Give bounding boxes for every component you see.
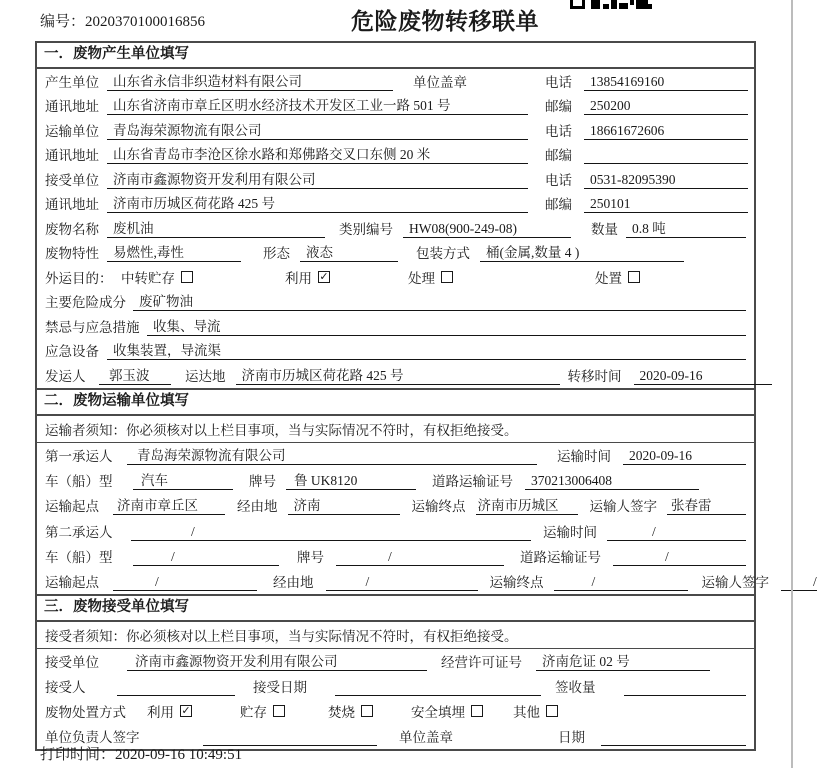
unit-stamp-label: 单位盖章 xyxy=(399,730,453,746)
permit-label: 道路运输证号 xyxy=(520,549,601,565)
packaging-value: 桶(金属,数量 4 ) xyxy=(480,241,684,262)
hazard-row xyxy=(37,290,754,315)
receiver-notice xyxy=(37,622,754,649)
phone-label: 电话 xyxy=(545,123,572,139)
route-start-value: 济南市章丘区 xyxy=(113,494,225,515)
transport-time-label: 运输时间 xyxy=(543,524,597,540)
checkbox-option-store xyxy=(240,701,285,721)
option-label: 处理 xyxy=(408,270,435,286)
checkbox-checked: ✓ xyxy=(181,705,191,718)
phone-value: 18661672606 xyxy=(584,123,748,140)
dispatch-row xyxy=(37,363,754,388)
address-value: 济南市历城区荷花路 425 号 xyxy=(107,192,528,213)
waste-qty-value: 0.8 吨 xyxy=(626,217,746,238)
stamp-label: 单位盖章 xyxy=(413,74,467,90)
option-label: 贮存 xyxy=(240,705,267,721)
equipment-label: 应急设备 xyxy=(45,344,99,359)
hazard-label: 主要危险成分 xyxy=(45,295,126,310)
checkbox xyxy=(441,271,453,283)
serial-number xyxy=(40,10,205,31)
carrier1-value: 青岛海荣源物流有限公司 xyxy=(127,444,537,465)
carrier-sign-label: 运输人签字 xyxy=(589,499,657,515)
carrier2-value: / xyxy=(131,524,531,541)
disposal-method-label: 废物处置方式 xyxy=(45,705,126,721)
print-time-label: 打印时间： xyxy=(40,747,116,763)
plate-label: 牌号 xyxy=(297,549,324,565)
transporter-label: 运输单位 xyxy=(45,123,99,139)
route-via-label: 经由地 xyxy=(237,499,278,515)
accept-person-label: 接受人 xyxy=(45,680,86,696)
precaution-label: 禁忌与应急措施 xyxy=(45,319,140,335)
checkbox xyxy=(181,271,193,283)
waste-code-value: HW08(900-249-08) xyxy=(403,221,571,238)
producer-row xyxy=(37,69,754,94)
producer-address-row xyxy=(37,94,754,119)
receiver-row xyxy=(37,167,754,192)
equipment-value: 收集装置，导流渠 xyxy=(107,339,746,360)
plate-value: / xyxy=(336,549,504,566)
checkbox-option-other xyxy=(513,701,558,721)
receiver-label: 接受单位 xyxy=(45,172,99,188)
transporter-row xyxy=(37,118,754,143)
vehicle-type-label: 车（船）型 xyxy=(45,549,113,565)
permit-label: 道路运输证号 xyxy=(432,474,513,490)
transfer-time-value: 2020-09-16 xyxy=(634,368,772,385)
vehicle1-row xyxy=(37,468,754,493)
transfer-time-label: 转移时间 xyxy=(567,368,622,384)
checkbox xyxy=(273,705,285,717)
serial-label: 编号： xyxy=(40,14,86,30)
address-label: 通讯地址 xyxy=(45,197,99,212)
option-label: 其他 xyxy=(513,705,540,721)
disposal-method-row xyxy=(37,699,754,724)
route-end-value: / xyxy=(554,574,688,591)
plate-label: 牌号 xyxy=(249,474,276,490)
carrier-sign-value: / xyxy=(781,574,817,591)
serial-value: 2020370100016856 xyxy=(85,14,206,30)
manifest-form xyxy=(35,41,817,751)
section1-header: 一．废物产生单位填写 xyxy=(37,41,754,69)
received-qty-label: 签收量 xyxy=(555,680,596,696)
checkbox-option-utilize xyxy=(147,701,192,721)
carrier1-row xyxy=(37,443,754,468)
phone-value: 0531-82095390 xyxy=(584,172,748,189)
transporter-notice xyxy=(37,416,754,443)
permit-value: 370213006408 xyxy=(525,473,699,490)
zip-label: 邮编 xyxy=(545,197,572,212)
license-label: 经营许可证号 xyxy=(441,655,522,671)
purpose-row xyxy=(37,265,754,290)
checkbox-option-utilize xyxy=(285,267,330,287)
route-end-value: 济南市历城区 xyxy=(476,494,578,515)
vehicle-type-value: 汽车 xyxy=(133,469,233,490)
received-qty-value xyxy=(624,679,747,696)
option-label: 利用 xyxy=(285,270,312,286)
accept-date-value xyxy=(335,679,541,696)
section2-header: 二．废物运输单位填写 xyxy=(37,388,754,416)
option-label: 处置 xyxy=(595,270,622,286)
route1-row xyxy=(37,493,754,518)
precaution-value: 收集、导流 xyxy=(147,315,746,336)
option-label: 焚烧 xyxy=(328,705,355,721)
hazard-value: 废矿物油 xyxy=(133,290,746,311)
accept-date-label: 接受日期 xyxy=(253,680,307,696)
producer-label: 产生单位 xyxy=(45,74,99,90)
date-value xyxy=(601,729,746,746)
purpose-label: 外运目的： xyxy=(45,270,113,286)
transport-time-value: 2020-09-16 xyxy=(623,448,746,465)
option-label: 安全填埋 xyxy=(411,705,465,721)
zip-label: 邮编 xyxy=(545,148,572,163)
phone-label: 电话 xyxy=(545,74,572,90)
transporter-value: 青岛海荣源物流有限公司 xyxy=(107,119,528,140)
permit-value: / xyxy=(613,549,746,566)
address-label: 通讯地址 xyxy=(45,99,99,114)
accepting-unit-label: 接受单位 xyxy=(45,655,99,671)
shipper-value: 郭玉波 xyxy=(99,364,171,385)
waste-name-label: 废物名称 xyxy=(45,221,99,237)
qr-code-fragment xyxy=(570,0,652,9)
zip-value: 250101 xyxy=(584,196,748,213)
phone-label: 电话 xyxy=(545,172,572,188)
producer-value: 山东省永信非织造材料有限公司 xyxy=(107,70,393,91)
waste-name-value: 废机油 xyxy=(107,217,325,238)
notice-text: 接受者须知：你必须核对以上栏目事项，当与实际情况不符时，有权拒绝接受。 xyxy=(45,629,518,645)
accepting-unit-row xyxy=(37,649,754,674)
route-via-label: 经由地 xyxy=(273,575,314,591)
plate-value: 鲁 UK8120 xyxy=(286,469,416,490)
traits-label: 废物特性 xyxy=(45,246,99,261)
receiver-address-row xyxy=(37,192,754,217)
vehicle-type-label: 车（船）型 xyxy=(45,474,113,490)
route-via-value: / xyxy=(326,574,478,591)
checkbox xyxy=(471,705,483,717)
waste-traits-row xyxy=(37,241,754,266)
route-start-label: 运输起点 xyxy=(45,499,99,515)
option-label: 中转贮存 xyxy=(121,270,175,286)
waste-qty-label: 数量 xyxy=(591,221,618,237)
transport-time-value: / xyxy=(607,524,746,541)
license-value: 济南危证 02 号 xyxy=(536,650,710,671)
vehicle-type-value: / xyxy=(133,549,279,566)
section3-header: 三．废物接受单位填写 xyxy=(37,594,754,622)
address-label: 通讯地址 xyxy=(45,148,99,163)
route-start-value: / xyxy=(113,574,257,591)
carrier1-label: 第一承运人 xyxy=(45,448,113,464)
equipment-row xyxy=(37,339,754,364)
carrier-sign-value: 张春雷 xyxy=(667,494,746,515)
route-start-label: 运输起点 xyxy=(45,575,99,591)
waste-name-row xyxy=(37,216,754,241)
phone-value: 13854169160 xyxy=(584,74,748,91)
packaging-label: 包装方式 xyxy=(416,246,470,261)
checkbox-option-dispose xyxy=(595,267,640,287)
date-label: 日期 xyxy=(558,730,585,746)
page-title: 危险废物转移联单 xyxy=(351,9,539,34)
notice-text: 运输者须知：你必须核对以上栏目事项，当与实际情况不符时，有权拒绝接受。 xyxy=(45,422,518,438)
address-value: 山东省济南市章丘区明水经济技术开发区工业一路 501 号 xyxy=(107,94,528,115)
destination-value: 济南市历城区荷花路 425 号 xyxy=(236,364,560,385)
print-time-value: 2020-09-16 10:49:51 xyxy=(115,747,243,763)
zip-value xyxy=(584,147,748,164)
checkbox-option-transfer-storage xyxy=(121,267,193,287)
checkbox xyxy=(628,271,640,283)
checkbox xyxy=(546,705,558,717)
route2-row xyxy=(37,569,817,594)
receiver-value: 济南市鑫源物资开发利用有限公司 xyxy=(107,168,528,189)
zip-label: 邮编 xyxy=(545,99,572,114)
acceptance-row xyxy=(37,674,754,699)
accept-person-value xyxy=(117,679,235,696)
transport-time-label: 运输时间 xyxy=(557,448,611,464)
carrier2-label: 第二承运人 xyxy=(45,524,113,540)
carrier2-row xyxy=(37,518,754,543)
address-value: 山东省青岛市李沧区徐水路和郑佛路交叉口东侧 20 米 xyxy=(107,143,528,164)
zip-value: 250200 xyxy=(584,98,748,115)
page-right-edge xyxy=(791,0,793,768)
vehicle2-row xyxy=(37,544,754,569)
carrier-sign-label: 运输人签字 xyxy=(701,575,769,591)
route-via-value: 济南 xyxy=(288,494,400,515)
traits-value: 易燃性,毒性 xyxy=(107,241,241,262)
accepting-unit-value: 济南市鑫源物资开发利用有限公司 xyxy=(127,650,427,671)
route-end-label: 运输终点 xyxy=(411,499,466,515)
waste-code-label: 类别编号 xyxy=(339,221,393,237)
destination-label: 运达地 xyxy=(185,368,226,384)
responsible-sign-label: 单位负责人签字 xyxy=(45,730,140,746)
checkbox-option-treat xyxy=(408,267,453,287)
form-value: 液态 xyxy=(300,241,398,262)
checkbox xyxy=(361,705,373,717)
print-time xyxy=(40,743,242,764)
checkbox-option-landfill xyxy=(411,701,483,721)
route-end-label: 运输终点 xyxy=(489,575,544,591)
checkbox-option-incinerate xyxy=(328,701,373,721)
checkbox-checked: ✓ xyxy=(319,270,329,283)
option-label: 利用 xyxy=(147,705,174,721)
transporter-address-row xyxy=(37,143,754,168)
precaution-row xyxy=(37,314,754,339)
form-label: 形态 xyxy=(263,246,290,261)
shipper-label: 发运人 xyxy=(45,368,86,384)
